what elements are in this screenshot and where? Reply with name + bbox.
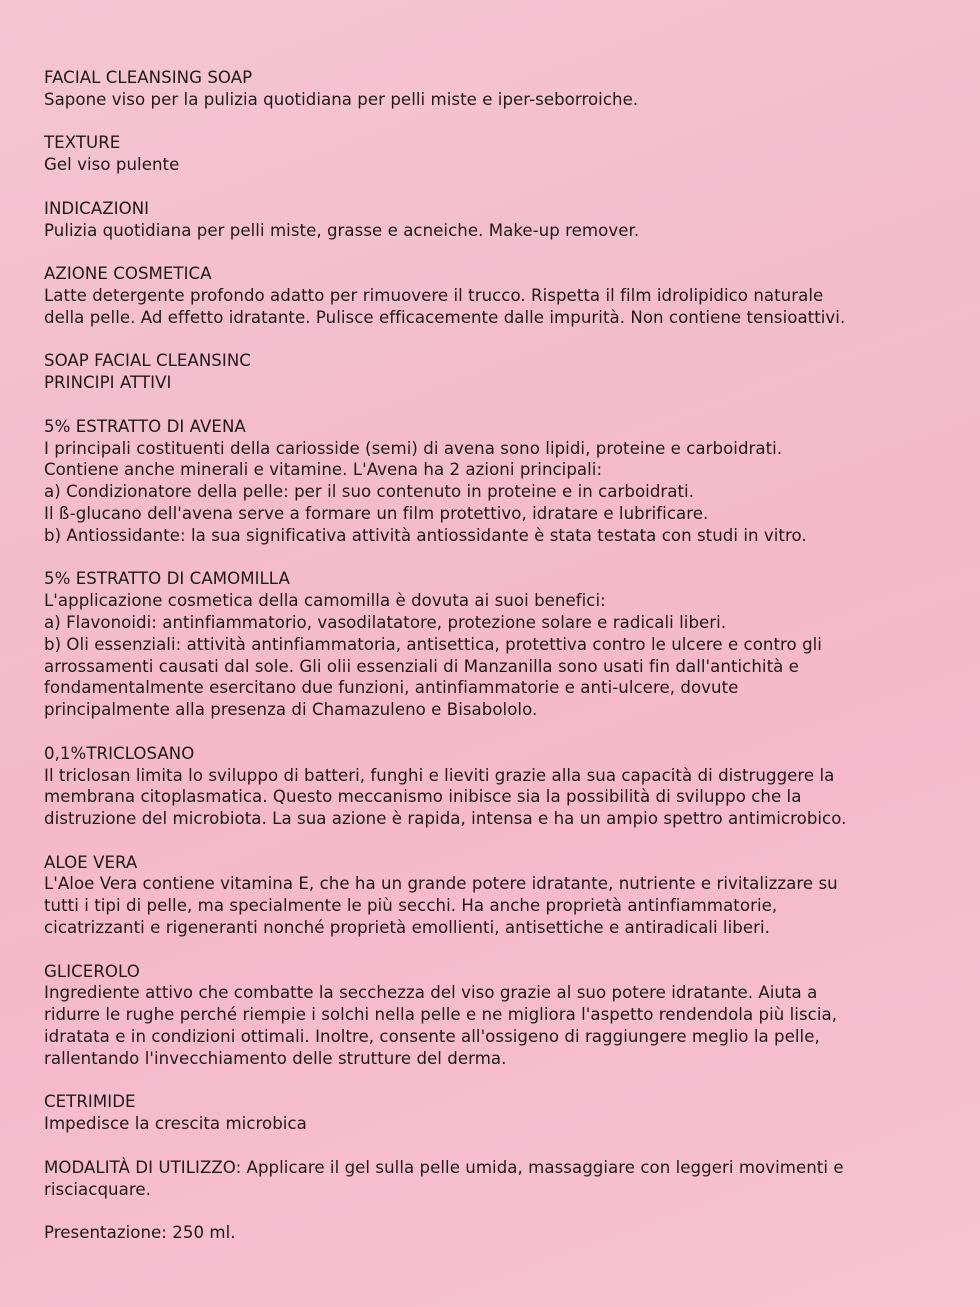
paragraph-gap xyxy=(44,329,944,351)
paragraph-gap xyxy=(44,547,944,569)
paragraph-gap xyxy=(44,721,944,743)
block-heading-line: 5% ESTRATTO DI AVENA xyxy=(44,416,246,436)
text-line: ridurre le rughe perché riempie i solchi nella pelle e ne migliora l'aspetto rendendola più liscia, xyxy=(44,1005,838,1025)
text-line: principalmente alla presenza di Chamazuleno e Bisabololo. xyxy=(44,700,538,720)
text-block xyxy=(44,416,944,547)
paragraph-gap xyxy=(44,1135,944,1157)
paragraph-gap xyxy=(44,830,944,852)
text-line: a) Flavonoidi: antinfiammatorio, vasodilatatore, protezione solare e radicali liberi. xyxy=(44,612,727,632)
block-heading-line: ALOE VERA xyxy=(44,852,138,872)
text-line: Il ß-glucano dell'avena serve a formare un film protettivo, idratare e lubrificare. xyxy=(44,503,709,523)
block-heading-line: AZIONE COSMETICA xyxy=(44,264,212,284)
block-heading-line: 5% ESTRATTO DI CAMOMILLA xyxy=(44,569,290,589)
text-block xyxy=(44,350,944,394)
text-line: distruzione del microbiota. La sua azione è rapida, intensa e ha un ampio spettro antimicrobico. xyxy=(44,809,847,829)
text-block xyxy=(44,263,944,328)
document-body xyxy=(44,67,944,1244)
text-block xyxy=(44,198,944,242)
block-heading-line: 0,1%TRICLOSANO xyxy=(44,743,195,763)
text-line: Latte detergente profondo adatto per rimuovere il trucco. Rispetta il film idrolipidico naturale xyxy=(44,285,824,305)
paragraph-gap xyxy=(44,1070,944,1092)
text-line: tutti i tipi di pelle, ma specialmente le più secchi. Ha anche proprietà antinfiammatorie, xyxy=(44,896,778,916)
text-block xyxy=(44,132,944,176)
paragraph-gap xyxy=(44,939,944,961)
block-heading-line: MODALITÀ DI UTILIZZO: Applicare il gel sulla pelle umida, massaggiare con leggeri movimenti e xyxy=(44,1157,844,1177)
text-line: membrana citoplasmatica. Questo meccanismo inibisce sia la possibilità di sviluppo che la xyxy=(44,787,802,807)
block-heading-line: CETRIMIDE xyxy=(44,1092,136,1112)
paragraph-gap xyxy=(44,394,944,416)
text-block xyxy=(44,961,944,1070)
text-line: b) Oli essenziali: attività antinfiammatoria, antisettica, protettiva contro le ulcere e contro gli xyxy=(44,634,822,654)
text-line: cicatrizzanti e rigeneranti nonché proprietà emollienti, antisettiche e antiradicali liberi. xyxy=(44,918,770,938)
text-line: Ingrediente attivo che combatte la secchezza del viso grazie al suo potere idratante. Aiuta a xyxy=(44,983,818,1003)
text-line: Impedisce la crescita microbica xyxy=(44,1114,307,1134)
block-heading-line: GLICEROLO xyxy=(44,961,140,981)
paragraph-gap xyxy=(44,111,944,133)
text-line: fondamentalmente esercitano due funzioni, antinfiammatorie e anti-ulcere, dovute xyxy=(44,678,739,698)
text-block xyxy=(44,1157,944,1201)
text-block xyxy=(44,1222,944,1244)
text-block xyxy=(44,568,944,721)
text-line: I principali costituenti della cariosside (semi) di avena sono lipidi, proteine e carboidrati. xyxy=(44,438,783,458)
block-heading-line: FACIAL CLEANSING SOAP xyxy=(44,68,253,87)
text-line: risciacquare. xyxy=(44,1179,151,1199)
text-line: Pulizia quotidiana per pelli miste, grasse e acneiche. Make-up remover. xyxy=(44,220,640,240)
text-block xyxy=(44,67,944,111)
text-line: a) Condizionatore della pelle: per il suo contenuto in proteine e in carboidrati. xyxy=(44,482,695,502)
text-line: PRINCIPI ATTIVI xyxy=(44,373,172,393)
text-line: L'Aloe Vera contiene vitamina E, che ha un grande potere idratante, nutriente e rivitalizzare su xyxy=(44,874,838,894)
text-block xyxy=(44,1091,944,1135)
text-line: Il triclosan limita lo sviluppo di batteri, funghi e lieviti grazie alla sua capacità di distruggere la xyxy=(44,765,835,785)
text-line: b) Antiossidante: la sua significativa attività antiossidante è stata testata con studi in vitro. xyxy=(44,525,807,545)
text-block xyxy=(44,852,944,939)
text-line: Sapone viso per la pulizia quotidiana per pelli miste e iper-seborroiche. xyxy=(44,89,639,109)
block-heading-line: TEXTURE xyxy=(44,133,121,153)
block-heading-line: SOAP FACIAL CLEANSINC xyxy=(44,351,251,371)
paragraph-gap xyxy=(44,241,944,263)
text-line: della pelle. Ad effetto idratante. Pulisce efficacemente dalle impurità. Non contiene tensioattivi. xyxy=(44,307,846,327)
text-line: rallentando l'invecchiamento delle strutture del derma. xyxy=(44,1048,507,1068)
paragraph-gap xyxy=(44,1200,944,1222)
text-line: idratata e in condizioni ottimali. Inoltre, consente all'ossigeno di raggiungere meglio la pelle, xyxy=(44,1027,820,1047)
text-line: Gel viso pulente xyxy=(44,155,180,175)
text-line: L'applicazione cosmetica della camomilla è dovuta ai suoi benefici: xyxy=(44,591,606,611)
block-heading-line: Presentazione: 250 ml. xyxy=(44,1223,236,1243)
text-block xyxy=(44,743,944,830)
text-line: arrossamenti causati dal sole. Gli olii essenziali di Manzanilla sono usati fin dall'antichità e xyxy=(44,656,799,676)
text-line: Contiene anche minerali e vitamine. L'Avena ha 2 azioni principali: xyxy=(44,460,603,480)
paragraph-gap xyxy=(44,176,944,198)
block-heading-line: INDICAZIONI xyxy=(44,198,150,218)
